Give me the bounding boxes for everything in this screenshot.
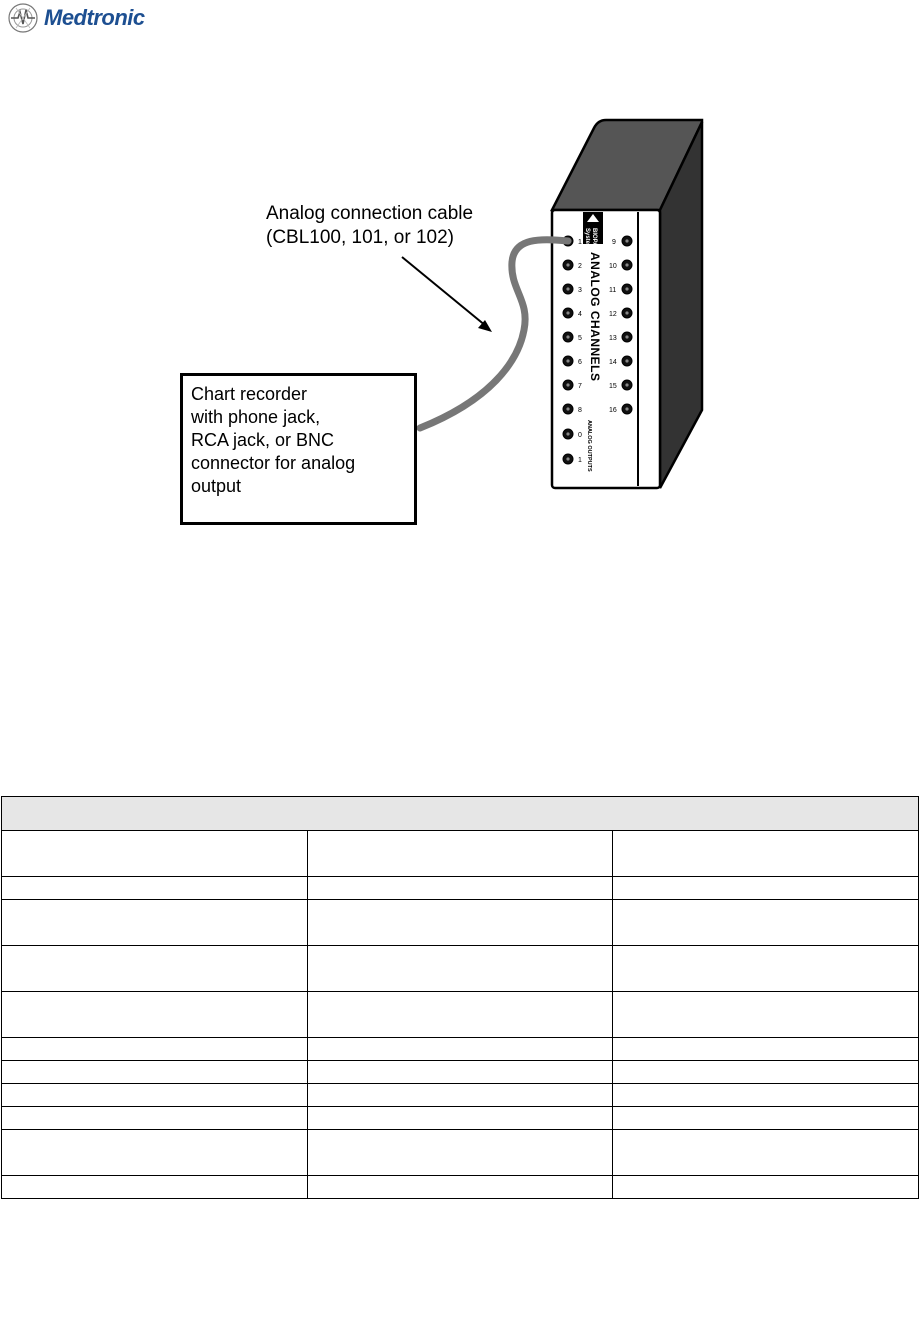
jack-socket-center <box>566 383 569 386</box>
table-cell <box>2 831 308 877</box>
jack-socket-center <box>625 263 628 266</box>
table-cell <box>307 1038 613 1061</box>
jack-number-label: 13 <box>609 335 617 342</box>
table-cell <box>613 1176 919 1199</box>
analog-channels-label: ANALOG CHANNELS <box>588 252 602 382</box>
jack-number-label: 2 <box>578 263 582 270</box>
table-cell <box>613 877 919 900</box>
table-cell <box>2 877 308 900</box>
jack-socket-center <box>625 359 628 362</box>
table-cell <box>2 1038 308 1061</box>
jack-number-label: 10 <box>609 263 617 270</box>
jack-number-label: 8 <box>578 407 582 414</box>
table-cell <box>613 992 919 1038</box>
jack-number-label: 6 <box>578 359 582 366</box>
table-row <box>2 1176 919 1199</box>
recorder-line-1: Chart recorder <box>191 384 308 404</box>
jack-socket-center <box>625 407 628 410</box>
jack-socket-center <box>566 457 569 460</box>
biopac-brand-top: BIOPAC <box>591 228 597 251</box>
label-pointer-line <box>402 257 486 326</box>
table-cell <box>307 1130 613 1176</box>
table-row <box>2 1084 919 1107</box>
jack-number-label: 9 <box>612 239 616 246</box>
table-row <box>2 946 919 992</box>
table-cell <box>613 1061 919 1084</box>
table-cell <box>613 1107 919 1130</box>
table-cell <box>307 900 613 946</box>
jack-socket-center <box>625 287 628 290</box>
jack-socket-center <box>566 287 569 290</box>
table-cell <box>613 1130 919 1176</box>
jack-number-label: 16 <box>609 407 617 414</box>
jack-socket-center <box>625 239 628 242</box>
chart-recorder-box <box>180 373 417 525</box>
table-cell <box>2 992 308 1038</box>
table-cell <box>2 946 308 992</box>
recorder-line-5: output <box>191 476 242 496</box>
connection-diagram <box>0 0 921 560</box>
table-row <box>2 900 919 946</box>
jack-number-label: 14 <box>609 359 617 366</box>
table-cell <box>307 992 613 1038</box>
jack-socket-center <box>566 407 569 410</box>
table-cell <box>307 946 613 992</box>
cable-label-line-1: Analog connection cable <box>266 203 474 224</box>
jack-number-label: 1 <box>578 457 582 464</box>
jack-socket-center <box>566 335 569 338</box>
specification-table <box>1 796 919 1199</box>
recorder-line-2: with phone jack, <box>191 407 321 427</box>
table-cell <box>613 831 919 877</box>
table-cell <box>307 1061 613 1084</box>
table-row <box>2 992 919 1038</box>
jack-socket-center <box>566 311 569 314</box>
table-cell <box>307 1084 613 1107</box>
jack-socket-center <box>566 359 569 362</box>
table-cell <box>613 946 919 992</box>
table-row <box>2 1107 919 1130</box>
jack-number-label: 7 <box>578 383 582 390</box>
table-body <box>2 831 919 1199</box>
table-row <box>2 831 919 877</box>
jack-socket-center <box>625 311 628 314</box>
table-cell <box>2 1176 308 1199</box>
jack-number-label: 1 <box>578 239 582 246</box>
jack-number-label: 11 <box>609 287 617 294</box>
table-row <box>2 1061 919 1084</box>
jack-socket-center <box>566 263 569 266</box>
recorder-line-3: RCA jack, or BNC <box>191 430 335 450</box>
jack-socket-center <box>625 383 628 386</box>
table-header <box>2 797 919 831</box>
table-row <box>2 1130 919 1176</box>
jack-socket-center <box>625 335 628 338</box>
table-cell <box>307 877 613 900</box>
jack-number-label: 12 <box>609 311 617 318</box>
jack-number-label: 4 <box>578 311 582 318</box>
table-cell <box>2 1130 308 1176</box>
table-cell <box>613 900 919 946</box>
analog-cable <box>420 240 568 428</box>
jack-number-label: 3 <box>578 287 582 294</box>
jack-socket-center <box>566 432 569 435</box>
cable-label <box>266 202 473 250</box>
biopac-brand-bottom: Systems <box>584 228 590 253</box>
device-front-panel <box>552 210 660 488</box>
medtronic-wordmark: Medtronic <box>44 5 145 30</box>
table-cell <box>2 900 308 946</box>
jack-number-label: 0 <box>578 432 582 439</box>
table-cell <box>613 1084 919 1107</box>
cable-label-line-2: (CBL100, 101, or 102) <box>266 227 455 248</box>
jack-number-label: 5 <box>578 335 582 342</box>
table-cell <box>2 1107 308 1130</box>
jack-number-label: 15 <box>609 383 617 390</box>
table-cell <box>307 1107 613 1130</box>
table-cell <box>2 1061 308 1084</box>
table-row <box>2 1038 919 1061</box>
table-cell <box>613 1038 919 1061</box>
table-row <box>2 877 919 900</box>
table-cell <box>307 831 613 877</box>
analog-outputs-label: ANALOG OUTPUTS <box>586 420 592 472</box>
table-cell <box>2 1084 308 1107</box>
table-cell <box>307 1176 613 1199</box>
recorder-line-4: connector for analog <box>191 453 356 473</box>
